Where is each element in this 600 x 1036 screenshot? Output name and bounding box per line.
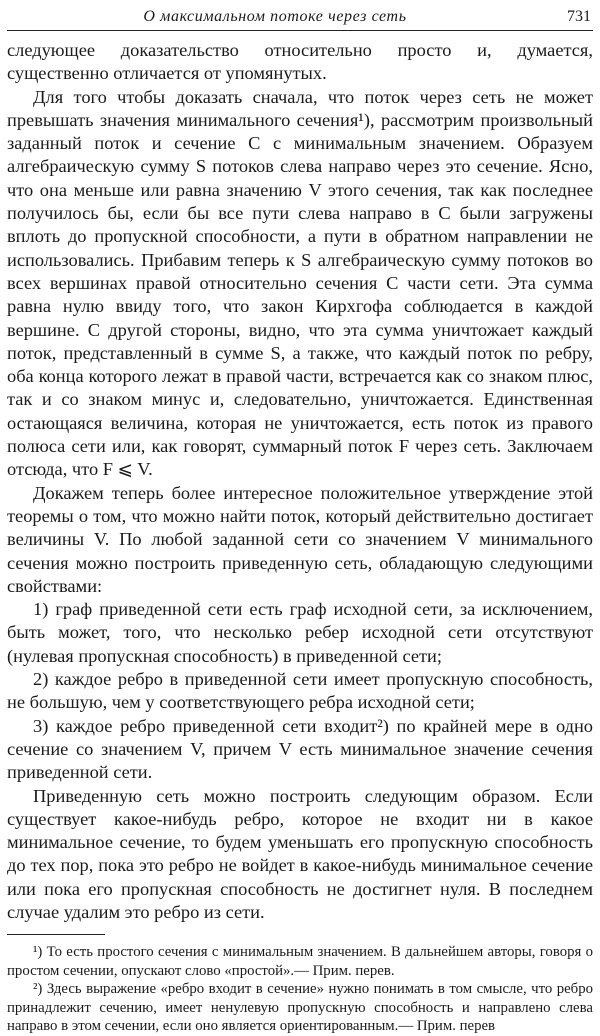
paragraph: Приведенную сеть можно построить следующим образом. Если существует какое-нибудь ребро, которое не входит ни в какое минимальное сечение, то будем уменьшать его пропускную способность до тех пор, пока это ребро не войдет в какое-нибудь минимальное сечение или пока его пропускная способность не достигнет нуля. В последнем случае удалим это ребро из сети. bbox=[7, 785, 593, 922]
paragraph: Для того чтобы доказать сначала, что поток через сеть не может превышать значения минимального сечения¹), рассмотрим произвольный заданный поток и сечение C с минимальным значением. Образуем алгебраическую сумму S потоков слева направо через это сечение. Ясно, что она меньше или равна значению V этого сечения, так как последнее получилось бы, если бы все пути слева направо в C были загружены вплоть до пропускной способности, а пути в обратном направлении не использовались. Прибавим теперь к S алгебраическую сумму потоков во всех вершинах правой относительно сечения C части сети. Эта сумма равна нулю ввиду того, что закон Кирхгофа соблюдается в каждой вершине. С другой стороны, видно, что эта сумма уничтожает каждый поток, представленный в сумме S, а также, что каждый поток по ребру, оба конца которого лежат в правой части, встречается как со знаком плюс, так и со знаком минус и, следовательно, уничтожается. Единственная остающаяся величина, которая не уничтожается, есть поток из правого полюса сети или, как говорят, суммарный поток F через сеть. Заключаем отсюда, что F ⩽ V. bbox=[7, 86, 593, 480]
footnotes bbox=[7, 943, 593, 1036]
list-item: 2) каждое ребро в приведенной сети имеет пропускную способность, не большую, чем у соответствующего ребра исходной сети; bbox=[7, 669, 593, 713]
footnote: ²) Здесь выражение «ребро входит в сечение» нужно понимать в том смысле, что ребро принадлежит сечению, имеет ненулевую пропускную способность и направлено слева направо в этом сечении, если оно является ориентированным.— Прим. перев bbox=[7, 981, 593, 1035]
paragraph: следующее доказательство относительно просто и, думается, существенно отличается от упомянутых. bbox=[7, 40, 593, 84]
main-text bbox=[7, 39, 593, 924]
footnote: ¹) То есть простого сечения с минимальным значением. В дальнейшем авторы, говоря о простом сечении, опускают слово «простой».— Прим. перев. bbox=[7, 944, 593, 979]
list-item: 3) каждое ребро приведенной сети входит²) по крайней мере в одно сечение со значением V, причем V есть минимальное значение сечения приведенной сети. bbox=[7, 715, 593, 783]
running-title: О максимальном потоке через сеть bbox=[143, 8, 407, 25]
page-number: 731 bbox=[567, 8, 591, 25]
paragraph: Докажем теперь более интересное положительное утверждение этой теоремы о том, что можно найти поток, который действительно достигает величины V. По любой заданной сети со значением V минимального сечения можно построить приведенную сеть, обладающую следующими свойствами: bbox=[7, 482, 593, 596]
footnote-separator bbox=[7, 934, 105, 935]
list-item: 1) граф приведенной сети есть граф исходной сети, за исключением, быть может, того, что несколько ребер исходной сети отсутствуют (нулевая пропускная способность) в приведенной сети; bbox=[7, 599, 593, 666]
running-header bbox=[7, 4, 593, 31]
